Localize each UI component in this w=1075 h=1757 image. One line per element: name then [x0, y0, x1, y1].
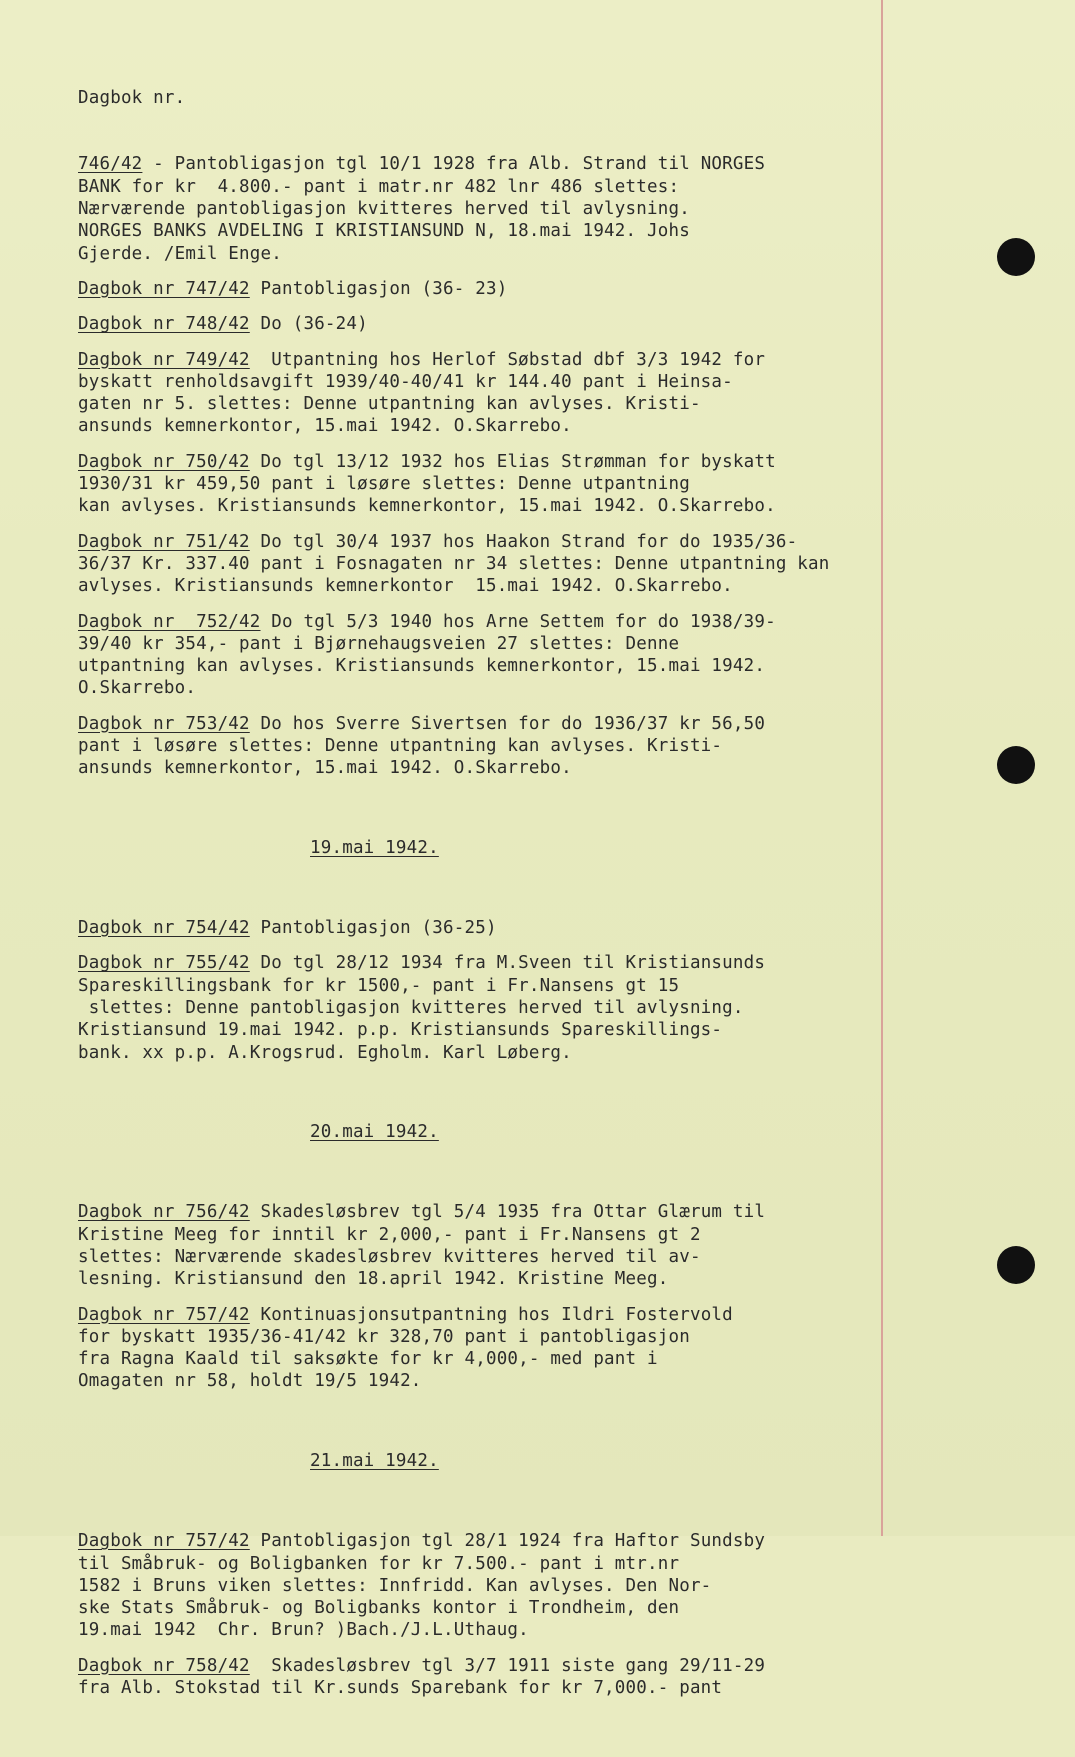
- entry-text: Do tgl 13/12 1932 hos Elias Strømman for byskatt: [249, 451, 776, 472]
- entry-line: 19.mai 1942 Chr. Brun? )Bach./J.L.Uthaug.: [78, 1620, 529, 1641]
- ledger-text: [78, 42, 978, 1757]
- entry-text: Do tgl 5/3 1940 hos Arne Settem for do 1938/39-: [260, 611, 776, 632]
- entry-line: avlyses. Kristiansunds kemnerkontor 15.mai 1942. O.Skarrebo.: [78, 576, 733, 597]
- ledger-entry: [78, 1201, 978, 1290]
- ledger-entry: [78, 952, 978, 1063]
- entry-line: Kristine Meeg for inntil kr 2,000,- pant i Fr.Nansens gt 2: [78, 1224, 701, 1245]
- entry-line: 36/37 Kr. 337.40 pant i Fosnagaten nr 34 slettes: Denne utpantning kan: [78, 553, 830, 574]
- entry-line: bank. xx p.p. A.Krogsrud. Egholm. Karl Løberg.: [78, 1042, 572, 1063]
- ledger-entry: [78, 1655, 978, 1700]
- entry-text: - Pantobligasjon tgl 10/1 1928 fra Alb. Strand til NORGES: [142, 154, 766, 175]
- entry-line: fra Alb. Stokstad til Kr.sunds Sparebank for kr 7,000.- pant: [78, 1678, 723, 1698]
- date-heading-20: 20.mai 1942.: [310, 1122, 439, 1143]
- entry-text: Skadesløsbrev tgl 3/7 1911 siste gang 29/11-29: [249, 1655, 766, 1676]
- entry-text: Do (36-24): [249, 314, 368, 335]
- ledger-entry: [78, 531, 978, 598]
- entry-line: [78, 1201, 978, 1223]
- entry-ref: Dagbok nr 755/42: [78, 953, 250, 974]
- entry-ref: Dagbok nr 753/42: [78, 713, 250, 734]
- entry-text: Utpantning hos Herlof Søbstad dbf 3/3 1942 for: [249, 349, 766, 370]
- entry-ref: Dagbok nr 752/42: [78, 611, 261, 632]
- entry-ref: Dagbok nr 754/42: [78, 918, 250, 939]
- ledger-entry: [78, 313, 978, 335]
- entry-line: [78, 451, 978, 473]
- entry-ref: 746/42: [78, 154, 143, 175]
- entry-line: 39/40 kr 354,- pant i Bjørnehaugsveien 27 slettes: Denne: [78, 633, 680, 654]
- entry-line: BANK for kr 4.800.- pant i matr.nr 482 lnr 486 slettes:: [78, 176, 680, 197]
- entry-line: [78, 611, 978, 633]
- entry-ref: Dagbok nr 757/42: [78, 1304, 250, 1325]
- entries-a: [78, 153, 978, 779]
- entry-ref: Dagbok nr 756/42: [78, 1202, 250, 1223]
- entry-ref: Dagbok nr 747/42: [78, 278, 250, 299]
- entry-line: til Småbruk- og Boligbanken for kr 7.500.- pant i mtr.nr: [78, 1553, 680, 1574]
- entry-text: Pantobligasjon tgl 28/1 1924 fra Haftor Sundsby: [249, 1531, 766, 1552]
- entries-c: [78, 1201, 978, 1392]
- entry-line: [78, 531, 978, 553]
- entry-line: Gjerde. /Emil Enge.: [78, 243, 282, 264]
- ledger-entry: [78, 917, 978, 939]
- date-heading-19: 19.mai 1942.: [310, 838, 439, 859]
- entry-ref: Dagbok nr 749/42: [78, 349, 250, 370]
- entry-ref: Dagbok nr 758/42: [78, 1655, 250, 1676]
- entries-d: [78, 1530, 978, 1699]
- entry-line: [78, 349, 978, 371]
- entry-line: byskatt renholdsavgift 1939/40-40/41 kr 144.40 pant i Heinsa-: [78, 371, 733, 392]
- entry-line: [78, 713, 978, 735]
- entry-line: Spareskillingsbank for kr 1500,- pant i Fr.Nansens gt 15: [78, 975, 680, 996]
- ledger-entry: [78, 278, 978, 300]
- entry-line: Omagaten nr 58, holdt 19/5 1942.: [78, 1371, 422, 1392]
- entry-line: pant i løsøre slettes: Denne utpantning kan avlyses. Kristi-: [78, 736, 723, 757]
- entry-text: Do tgl 30/4 1937 hos Haakon Strand for do 1935/36-: [249, 531, 798, 552]
- entry-line: ansunds kemnerkontor, 15.mai 1942. O.Skarrebo.: [78, 758, 572, 779]
- ledger-entry: [78, 713, 978, 780]
- entry-line: ansunds kemnerkontor, 15.mai 1942. O.Skarrebo.: [78, 416, 572, 437]
- ledger-entry: [78, 611, 978, 700]
- date-heading-21: 21.mai 1942.: [310, 1451, 439, 1472]
- entry-line: slettes: Denne pantobligasjon kvitteres herved til avlysning.: [78, 997, 744, 1018]
- entry-ref: Dagbok nr 750/42: [78, 451, 250, 472]
- ledger-entry: [78, 349, 978, 438]
- entry-line: fra Ragna Kaald til saksøkte for kr 4,000,- med pant i: [78, 1349, 658, 1370]
- entry-line: 1930/31 kr 459,50 pant i løsøre slettes: Denne utpantning: [78, 474, 690, 495]
- punch-hole: [997, 746, 1035, 784]
- entry-line: ske Stats Småbruk- og Boligbanks kontor i Trondheim, den: [78, 1598, 680, 1619]
- entry-text: Do tgl 28/12 1934 fra M.Sveen til Kristiansunds: [249, 953, 766, 974]
- ledger-entry: [78, 451, 978, 518]
- entry-ref: Dagbok nr 751/42: [78, 531, 250, 552]
- entry-line: [78, 1304, 978, 1326]
- entry-line: lesning. Kristiansund den 18.april 1942. Kristine Meeg.: [78, 1269, 669, 1290]
- entry-text: Pantobligasjon (36-25): [249, 918, 497, 939]
- entry-text: Skadesløsbrev tgl 5/4 1935 fra Ottar Glærum til: [249, 1202, 766, 1223]
- entry-line: [78, 313, 978, 335]
- entry-line: slettes: Nærværende skadesløsbrev kvitteres herved til av-: [78, 1246, 701, 1267]
- entry-line: gaten nr 5. slettes: Denne utpantning kan avlyses. Kristi-: [78, 394, 701, 415]
- entry-line: [78, 1655, 978, 1677]
- entry-line: 1582 i Bruns viken slettes: Innfridd. Kan avlyses. Den Nor-: [78, 1575, 712, 1596]
- entry-line: for byskatt 1935/36-41/42 kr 328,70 pant i pantobligasjon: [78, 1326, 690, 1347]
- header: Dagbok nr.: [78, 87, 186, 108]
- entry-line: [78, 917, 978, 939]
- entry-line: Kristiansund 19.mai 1942. p.p. Kristiansunds Spareskillings-: [78, 1020, 723, 1041]
- entry-line: O.Skarrebo.: [78, 678, 197, 699]
- entry-line: [78, 153, 978, 175]
- entry-line: utpantning kan avlyses. Kristiansunds kemnerkontor, 15.mai 1942.: [78, 656, 766, 677]
- entry-ref: Dagbok nr 748/42: [78, 314, 250, 335]
- entry-line: kan avlyses. Kristiansunds kemnerkontor, 15.mai 1942. O.Skarrebo.: [78, 496, 776, 517]
- punch-hole: [997, 1246, 1035, 1284]
- entry-line: Nærværende pantobligasjon kvitteres herved til avlysning.: [78, 199, 690, 220]
- entry-line: [78, 1530, 978, 1552]
- entry-ref: Dagbok nr 757/42: [78, 1531, 250, 1552]
- entry-text: Do hos Sverre Sivertsen for do 1936/37 kr 56,50: [249, 713, 766, 734]
- punch-hole: [997, 238, 1035, 276]
- entry-line: [78, 952, 978, 974]
- entries-b: [78, 917, 978, 1064]
- entry-line: [78, 278, 978, 300]
- entry-line: NORGES BANKS AVDELING I KRISTIANSUND N, 18.mai 1942. Johs: [78, 221, 690, 242]
- entry-text: Kontinuasjonsutpantning hos Ildri Fostervold: [249, 1304, 733, 1325]
- entry-text: Pantobligasjon (36- 23): [249, 278, 508, 299]
- ledger-entry: [78, 153, 978, 264]
- ledger-entry: [78, 1304, 978, 1393]
- ledger-entry: [78, 1530, 978, 1641]
